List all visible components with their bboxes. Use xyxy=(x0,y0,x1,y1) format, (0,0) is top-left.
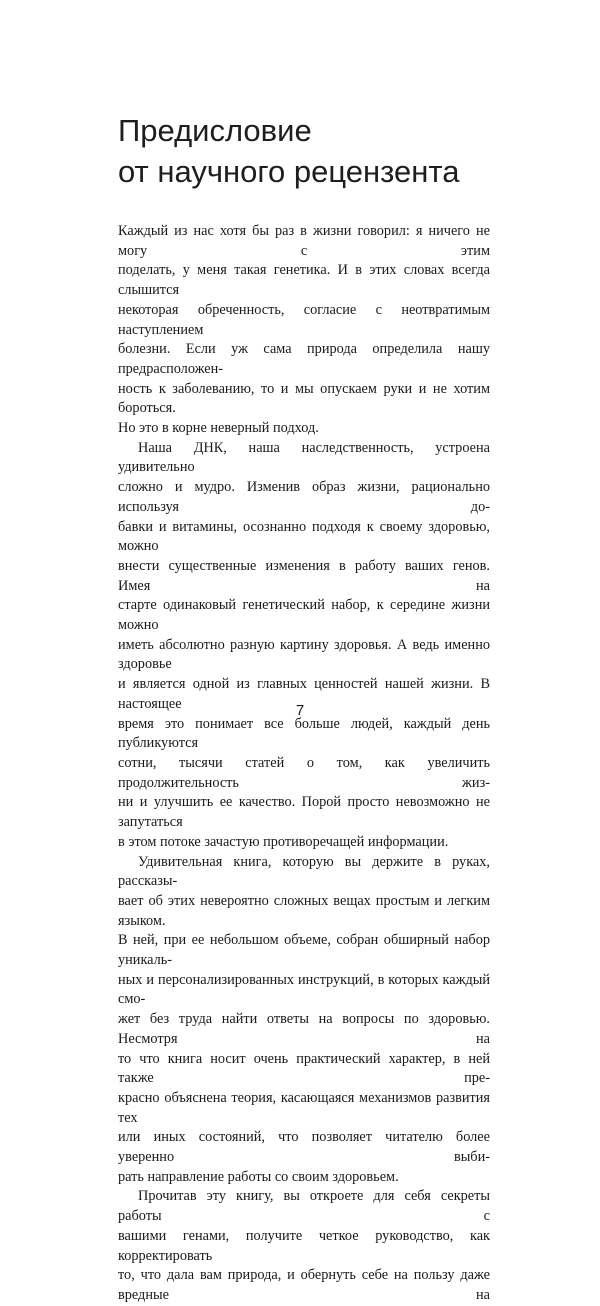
paragraph-4-line-1: Прочитав эту книгу, вы откроете для себя секреты работы с xyxy=(118,1188,490,1225)
paragraph-3-line-2: вает об этих невероятно сложных вещах простым и легким языком. xyxy=(118,892,490,929)
chapter-title-line-2: от научного рецензента xyxy=(118,154,460,189)
paragraph-2-line-5: старте одинаковый генетический набор, к середине жизни можно xyxy=(118,597,490,634)
paragraph-3-line-8: или иных состояний, что позволяет читателю более уверенно выби- xyxy=(118,1129,490,1166)
chapter-title-line-1: Предисловие xyxy=(118,113,312,148)
paragraph-4-line-3: то, что дала вам природа, и обернуть себе на пользу даже вредные на xyxy=(118,1267,490,1303)
paragraph-2-line-10: ни и улучшить ее качество. Порой просто невозможно не запутаться xyxy=(118,794,490,831)
paragraph-2-line-7: и является одной из главных ценностей нашей жизни. В настоящее xyxy=(118,676,490,712)
paragraph-2-line-9: сотни, тысячи статей о том, как увеличить продолжительность жиз- xyxy=(118,754,490,791)
body-text xyxy=(118,222,490,1306)
paragraph-4-line-2: вашими генами, получите четкое руководство, как корректировать xyxy=(118,1227,490,1264)
paragraph-2-line-8: время это понимает все больше людей, каждый день публикуются xyxy=(118,715,490,752)
page-number: 7 xyxy=(295,702,305,719)
paragraph-1-line-4: болезни. Если уж сама природа определила нашу предрасположен- xyxy=(118,341,490,377)
paragraph-2-line-4: внести существенные изменения в работу ваших генов. Имея на xyxy=(118,557,490,594)
paragraph-1-line-1: Каждый из нас хотя бы раз в жизни говорил: я ничего не могу с этим xyxy=(118,223,490,259)
chapter-title xyxy=(118,110,459,192)
paragraph-3-line-4: ных и персонализированных инструкций, в которых каждый смо- xyxy=(118,971,490,1008)
paragraph-3-line-9: рать направление работы со своим здоровьем. xyxy=(118,1168,399,1185)
paragraph-2-line-3: бавки и витамины, осознанно подходя к своему здоровью, можно xyxy=(118,518,490,555)
paragraph-3-line-6: то что книга носит очень практический характер, в ней также пре- xyxy=(118,1050,490,1087)
paragraph-3-line-7: красно объяснена теория, касающаяся механизмов развития тех xyxy=(118,1089,490,1126)
paragraph-1-line-3: некоторая обреченность, согласие с неотвратимым наступлением xyxy=(118,301,490,338)
paragraph-3-line-5: жет без труда найти ответы на вопросы по здоровью. Несмотря на xyxy=(118,1011,490,1047)
paragraph-2-line-11: в этом потоке зачастую противоречащей информации. xyxy=(118,833,449,850)
paragraph-2-line-1: Наша ДНК, наша наследственность, устроена удивительно xyxy=(118,439,490,476)
paragraph-3-line-1: Удивительная книга, которую вы держите в руках, рассказы- xyxy=(118,853,490,890)
paragraph-1-line-2: поделать, у меня такая генетика. И в этих словах всегда слышится xyxy=(118,262,490,299)
paragraph-2-line-2: сложно и мудро. Изменив образ жизни, рационально используя до- xyxy=(118,479,490,515)
paragraph-1-line-5: ность к заболеванию, то и мы опускаем руки и не хотим бороться. xyxy=(118,380,490,417)
paragraph-3-line-3: В ней, при ее небольшом объеме, собран обширный набор уникаль- xyxy=(118,932,490,969)
paragraph-1-line-6: Но это в корне неверный подход. xyxy=(118,420,319,437)
paragraph-2-line-6: иметь абсолютно разную картину здоровья. А ведь именно здоровье xyxy=(118,636,490,673)
